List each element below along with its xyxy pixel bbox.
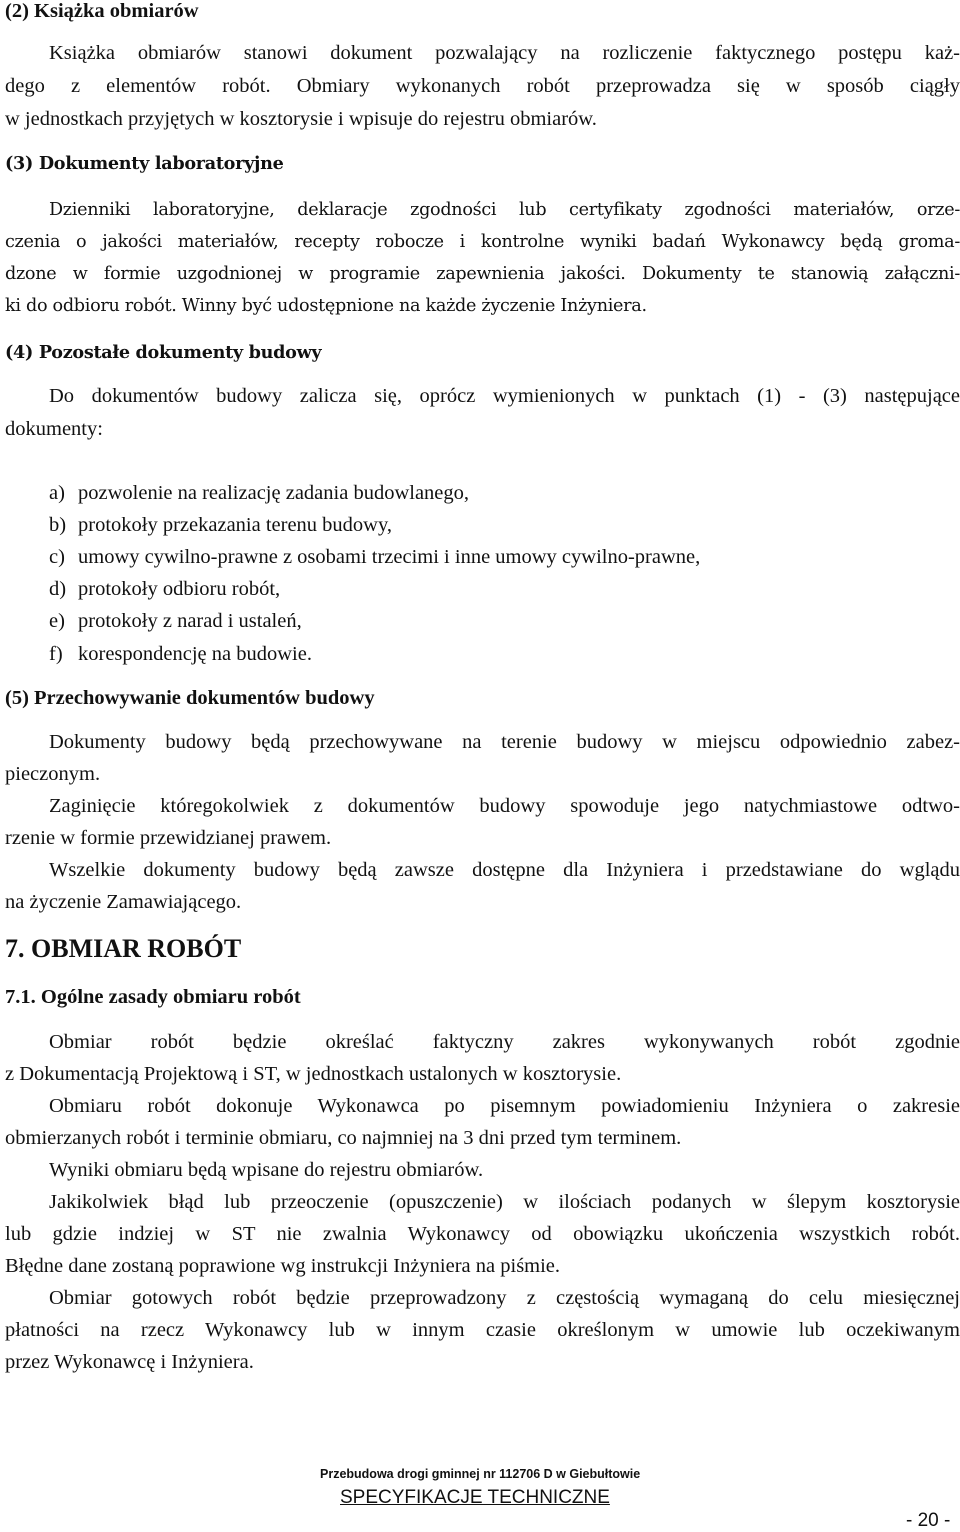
section-7-1-line-6: Jakikolwiek błąd lub przeoczenie (opuszczenie) w ilościach podanych w ślepym kosztorysie [49, 1191, 960, 1213]
section-7-1-line-4: obmierzanych robót i terminie obmiaru, co najmniej na 3 dni przed tym terminem. [5, 1127, 682, 1149]
list-item-text: pozwolenie na realizację zadania budowlanego, [78, 482, 470, 504]
section-4-line-2: dokumenty: [5, 418, 103, 440]
section-5-line-3: Zaginięcie któregokolwiek z dokumentów budowy spowoduje jego natychmiastowe odtwo- [49, 795, 960, 817]
list-item [49, 610, 302, 633]
section-7-1-line-8: Błędne dane zostaną poprawione wg instrukcji Inżyniera na piśmie. [5, 1255, 561, 1277]
section-3-line-2: czenia o jakości materiałów, recepty robocze i kontrolne wyniki badań Wykonawcy będą groma- [5, 232, 960, 252]
section-5-line-5: Wszelkie dokumenty budowy będą zawsze dostępne dla Inżyniera i przedstawiane do wglądu [49, 859, 960, 881]
list-item [49, 578, 281, 601]
list-item-label: a) [49, 482, 65, 504]
section-5-line-4: rzenie w formie przewidzianej prawem. [5, 827, 332, 849]
section-5-heading: (5) Przechowywanie dokumentów budowy [5, 687, 375, 709]
list-item-text: protokoły przekazania terenu budowy, [78, 514, 393, 536]
section-4-line-1: Do dokumentów budowy zalicza się, oprócz wymienionych w punktach (1) - (3) następujące [49, 385, 960, 407]
section-7-1-line-7: lub gdzie indziej w ST nie zwalnia Wykonawcy od obowiązku ukończenia wszystkich robót. [5, 1223, 960, 1245]
section-5-line-2: pieczonym. [5, 763, 101, 785]
section-3-line-4: ki do odbioru robót. Winny być udostępnione na każde życzenie Inżyniera. [5, 296, 647, 316]
section-2-line-2: dego z elementów robót. Obmiary wykonanych robót przeprowadza się w sposób ciągły [5, 75, 960, 97]
section-2-line-3: w jednostkach przyjętych w kosztorysie i wpisuje do rejestru obmiarów. [5, 108, 597, 130]
list-item-text: protokoły z narad i ustaleń, [78, 610, 302, 632]
section-2-heading: (2) Książka obmiarów [5, 0, 199, 22]
list-item [49, 514, 393, 537]
list-item-label: c) [49, 546, 65, 568]
list-item-label: f) [49, 643, 63, 665]
list-item-text: korespondencję na budowie. [78, 643, 312, 665]
section-7-1-line-1: Obmiar robót będzie określać faktyczny zakres wykonywanych robót zgodnie [49, 1031, 960, 1053]
list-item-text: protokoły odbioru robót, [78, 578, 281, 600]
list-item-label: e) [49, 610, 65, 632]
section-7-1-line-10: płatności na rzecz Wykonawcy lub w innym czasie określonym w umowie lub oczekiwanym [5, 1319, 960, 1341]
section-5-line-6: na życzenie Zamawiającego. [5, 891, 242, 913]
list-item-text: umowy cywilno-prawne z osobami trzecimi i inne umowy cywilno-prawne, [78, 546, 701, 568]
page-number: - 20 - [906, 1510, 951, 1531]
section-7-1-line-2: z Dokumentacją Projektową i ST, w jednostkach ustalonych w kosztorysie. [5, 1063, 622, 1085]
section-7-1-line-11: przez Wykonawcę i Inżyniera. [5, 1351, 254, 1373]
section-3-heading: (3) Dokumenty laboratoryjne [5, 153, 284, 174]
section-7-1-line-3: Obmiaru robót dokonuje Wykonawca po pisemnym powiadomieniu Inżyniera o zakresie [49, 1095, 960, 1117]
list-item-label: b) [49, 514, 67, 536]
section-3-line-1: Dzienniki laboratoryjne, deklaracje zgodności lub certyfikaty zgodności materiałów, orze- [49, 200, 960, 220]
list-item [49, 482, 470, 505]
list-item [49, 546, 701, 569]
section-7-1-line-9: Obmiar gotowych robót będzie przeprowadzony z częstością wymaganą do celu miesięcznej [49, 1287, 960, 1309]
section-7-1-line-5: Wyniki obmiaru będą wpisane do rejestru obmiarów. [49, 1159, 484, 1181]
list-item [49, 643, 312, 666]
list-item-label: d) [49, 578, 67, 600]
section-4-heading: (4) Pozostałe dokumenty budowy [5, 342, 322, 363]
section-2-line-1: Książka obmiarów stanowi dokument pozwalający na rozliczenie faktycznego postępu każ- [49, 42, 960, 64]
section-3-line-3: dzone w formie uzgodnionej w programie zapewnienia jakości. Dokumenty te stanowią załączni- [5, 264, 960, 284]
section-5-line-1: Dokumenty budowy będą przechowywane na terenie budowy w miejscu odpowiednio zabez- [49, 731, 960, 753]
footer-subtitle: SPECYFIKACJE TECHNICZNE [340, 1487, 610, 1508]
section-7-1-heading: 7.1. Ogólne zasady obmiaru robót [5, 986, 301, 1008]
chapter-7-heading: 7. OBMIAR ROBÓT [5, 934, 242, 963]
footer-title: Przebudowa drogi gminnej nr 112706 D w Giebułtowie [320, 1467, 641, 1481]
